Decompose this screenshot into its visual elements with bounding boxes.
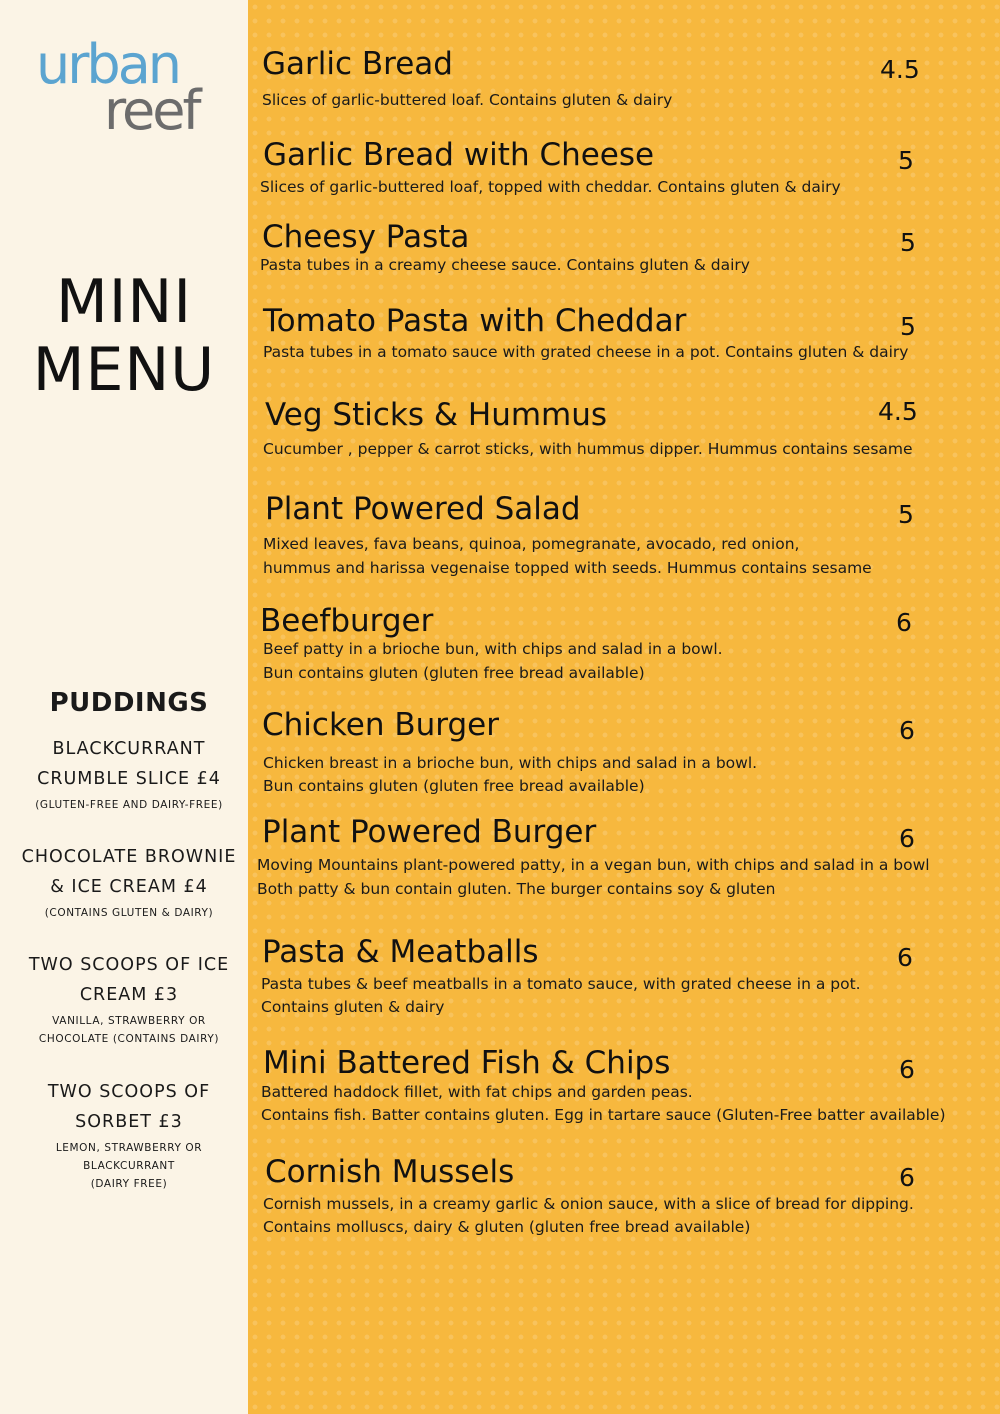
- menu-item-description: Contains molluscs, dairy & gluten (gluten free bread available): [263, 1218, 751, 1236]
- menu-panel: [248, 0, 1000, 1414]
- sidebar: [0, 0, 248, 1414]
- menu-item-price: 4.5: [880, 55, 920, 84]
- menu-item-name: Mini Battered Fish & Chips: [263, 1045, 671, 1081]
- menu-item-description: Pasta tubes in a tomato sauce with grated cheese in a pot. Contains gluten & dairy: [263, 343, 909, 361]
- pudding-name-line1: CHOCOLATE BROWNIE: [21, 847, 237, 867]
- pudding-item: [0, 1077, 258, 1193]
- menu-item-price: 5: [898, 146, 914, 175]
- page-title-line1: MINI: [55, 267, 193, 337]
- logo-word-urban: urban: [36, 33, 180, 96]
- menu-item-description: Pasta tubes in a creamy cheese sauce. Contains gluten & dairy: [260, 256, 750, 274]
- menu-item-name: Garlic Bread: [262, 46, 453, 82]
- menu-item-price: 5: [898, 500, 914, 529]
- menu-item-description: Mixed leaves, fava beans, quinoa, pomegranate, avocado, red onion,: [263, 535, 800, 553]
- menu-item-name: Plant Powered Burger: [262, 814, 597, 850]
- page-title: [0, 268, 248, 404]
- menu-item-name: Plant Powered Salad: [265, 491, 581, 527]
- urban-reef-logo: [36, 33, 216, 148]
- pudding-item: [0, 734, 258, 814]
- menu-item-price: 6: [897, 943, 913, 972]
- menu-item-price: 4.5: [878, 397, 918, 426]
- menu-item-price: 5: [900, 312, 916, 341]
- menu-item-description: Slices of garlic-buttered loaf. Contains gluten & dairy: [262, 91, 673, 109]
- menu-item-price: 6: [896, 608, 912, 637]
- logo-word-reef: reef: [104, 79, 199, 142]
- menu-item-name: Cornish Mussels: [265, 1154, 515, 1190]
- menu-item-description: Bun contains gluten (gluten free bread available): [263, 664, 645, 682]
- menu-item-description: Slices of garlic-buttered loaf, topped with cheddar. Contains gluten & dairy: [260, 178, 841, 196]
- menu-item-price: 5: [900, 228, 916, 257]
- pudding-name-line1: TWO SCOOPS OF ICE: [28, 955, 230, 975]
- menu-item-description: hummus and harissa vegenaise topped with seeds. Hummus contains sesame: [263, 559, 872, 577]
- menu-item-name: Pasta & Meatballs: [262, 934, 539, 970]
- menu-item-name: Cheesy Pasta: [262, 219, 470, 255]
- menu-item-price: 6: [899, 1163, 915, 1192]
- menu-item-description: Cornish mussels, in a creamy garlic & onion sauce, with a slice of bread for dipping.: [263, 1195, 914, 1213]
- pudding-note: (CONTAINS GLUTEN & DAIRY): [44, 907, 214, 919]
- menu-item-description: Chicken breast in a brioche bun, with chips and salad in a bowl.: [263, 754, 758, 772]
- pudding-note: (DAIRY FREE): [90, 1178, 168, 1190]
- menu-item-name: Garlic Bread with Cheese: [263, 137, 655, 173]
- menu-item-description: Contains fish. Batter contains gluten. Egg in tartare sauce (Gluten-Free batter available): [261, 1106, 946, 1124]
- menu-item-description: Pasta tubes & beef meatballs in a tomato sauce, with grated cheese in a pot.: [261, 975, 861, 993]
- pudding-name-line2: & ICE CREAM £4: [50, 877, 208, 897]
- menu-item-description: Both patty & bun contain gluten. The burger contains soy & gluten: [257, 880, 776, 898]
- pudding-note: LEMON, STRAWBERRY OR: [55, 1142, 203, 1154]
- pudding-note: BLACKCURRANT: [83, 1160, 175, 1172]
- pudding-name-line1: TWO SCOOPS OF: [47, 1082, 211, 1102]
- menu-item-description: Contains gluten & dairy: [261, 998, 445, 1016]
- menu-item-price: 6: [899, 716, 915, 745]
- menu-item-name: Veg Sticks & Hummus: [265, 397, 608, 433]
- menu-item-description: Battered haddock fillet, with fat chips and garden peas.: [261, 1083, 693, 1101]
- pudding-note: VANILLA, STRAWBERRY OR: [52, 1015, 206, 1027]
- pudding-name-line2: CREAM £3: [79, 985, 179, 1005]
- pudding-item: [0, 950, 258, 1048]
- menu-item-name: Tomato Pasta with Cheddar: [263, 303, 687, 339]
- menu-item-description: Bun contains gluten (gluten free bread available): [263, 777, 645, 795]
- menu-item-price: 6: [899, 1055, 915, 1084]
- pudding-item: [0, 842, 258, 922]
- puddings-heading: PUDDINGS: [49, 688, 209, 718]
- menu-item-description: Beef patty in a brioche bun, with chips and salad in a bowl.: [263, 640, 723, 658]
- page-title-line2: MENU: [32, 335, 216, 405]
- menu-item-description: Moving Mountains plant-powered patty, in a vegan bun, with chips and salad in a bowl: [257, 856, 930, 874]
- pudding-note: (GLUTEN-FREE AND DAIRY-FREE): [35, 799, 223, 811]
- pudding-name-line1: BLACKCURRANT: [52, 739, 206, 759]
- pudding-note: CHOCOLATE (CONTAINS DAIRY): [38, 1033, 220, 1045]
- menu-item-price: 6: [899, 824, 915, 853]
- menu-item-description: Cucumber , pepper & carrot sticks, with hummus dipper. Hummus contains sesame: [263, 440, 913, 458]
- menu-item-name: Chicken Burger: [262, 707, 499, 743]
- menu-item-name: Beefburger: [260, 603, 434, 639]
- pudding-name-line2: CRUMBLE SLICE £4: [37, 769, 221, 789]
- pudding-name-line2: SORBET £3: [75, 1112, 183, 1132]
